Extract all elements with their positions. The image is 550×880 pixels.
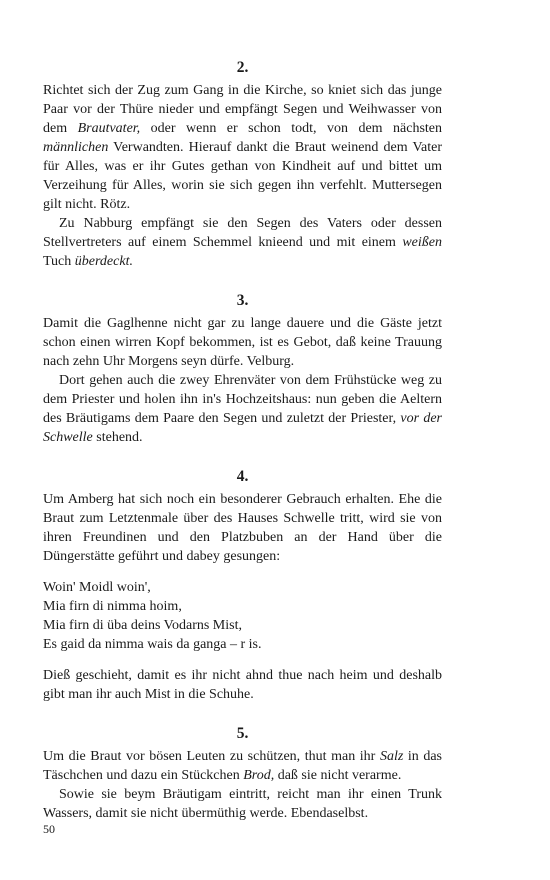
paragraph: [43, 747, 442, 785]
verse-line: Mia firn di üba deins Vodarns Mist,: [43, 618, 242, 633]
text-run: Um Amberg hat sich noch ein besonderer Gebrauch erhalten. Ehe die Braut zum Letztenmale über des Hauses Schwelle tritt, wird sie von ihren Freundinen und den Platzbuben an der Hand über die Düngerstätte geführt und dabey gesungen:: [43, 492, 442, 564]
page-body: [43, 57, 442, 823]
paragraph: [43, 81, 442, 214]
emphasized-text: überdeckt.: [74, 254, 133, 269]
section-number: 3.: [236, 292, 249, 309]
text-run: Sowie sie beym Bräutigam eintritt, reicht man ihr einen Trunk Wassers, damit sie nicht übermüthig werde. Ebendaselbst.: [43, 787, 442, 821]
section-4: [43, 466, 442, 704]
section-2: [43, 57, 442, 271]
paragraph: [43, 785, 442, 823]
verse-block: [43, 578, 442, 654]
section-number: 2.: [236, 59, 249, 76]
emphasized-text: vor der Schwelle: [43, 411, 442, 445]
text-run: Richtet sich der Zug zum Gang in die Kirche, so kniet sich das junge Paar vor der Thüre nieder und empfängt Segen und Weihwasser von dem: [43, 83, 442, 136]
paragraph: [43, 214, 442, 271]
section-number: 4.: [236, 468, 249, 485]
paragraph: [43, 666, 442, 704]
verse-line: Mia firn di nimma hoim,: [43, 599, 182, 614]
emphasized-text: männlichen: [43, 140, 109, 155]
text-run: oder wenn er schon todt, von dem nächsten: [140, 121, 442, 136]
paragraph: [43, 314, 442, 371]
section-5: [43, 723, 442, 823]
paragraph: [43, 371, 442, 447]
text-run: Tuch: [43, 254, 75, 269]
text-run: daß sie nicht verarme.: [274, 768, 402, 783]
verse-line: Es gaid da nimma wais da ganga – r is.: [43, 637, 262, 652]
text-run: Dort gehen auch die zwey Ehrenväter von dem Frühstücke weg zu dem Priester und holen ihn in's Hochzeitshaus: nun geben die Aeltern des Bräutigams dem Paare den Segen und zuletzt der Priester,: [43, 373, 442, 426]
text-run: Um die Braut vor bösen Leuten zu schützen, thut man ihr: [43, 749, 380, 764]
text-run: Verwandten. Hierauf dankt die Braut weinend dem Vater für Alles, was er ihr Gutes gethan von Kindheit auf und bittet um Verzeihung für Alles, worin sie sich gegen ihn verfehlt. Muttersegen gilt nicht. Rötz.: [43, 140, 442, 212]
text-run: stehend.: [92, 430, 143, 445]
section-number: 5.: [236, 725, 249, 742]
section-3: [43, 290, 442, 447]
page-number: 50: [43, 822, 55, 836]
paragraph: [43, 490, 442, 566]
text-run: Damit die Gaglhenne nicht gar zu lange dauere und die Gäste jetzt schon einen wirren Kopf bekommen, ist es Gebot, daß keine Trauung nach zehn Uhr Morgens seyn dürfe. Velburg.: [43, 316, 442, 369]
emphasized-text: weißen: [402, 235, 442, 250]
emphasized-text: Brautvater,: [77, 121, 141, 136]
emphasized-text: Brod,: [243, 768, 275, 783]
emphasized-text: Salz: [379, 749, 404, 764]
verse-line: Woin' Moidl woin',: [43, 580, 151, 595]
text-run: Dieß geschieht, damit es ihr nicht ahnd thue nach heim und deshalb gibt man ihr auch Mist in die Schuhe.: [43, 668, 442, 702]
text-run: in das Täschchen und dazu ein Stückchen: [43, 749, 442, 783]
text-run: Zu Nabburg empfängt sie den Segen des Vaters oder dessen Stellvertreters auf einem Schemmel knieend und mit einem: [43, 216, 442, 250]
